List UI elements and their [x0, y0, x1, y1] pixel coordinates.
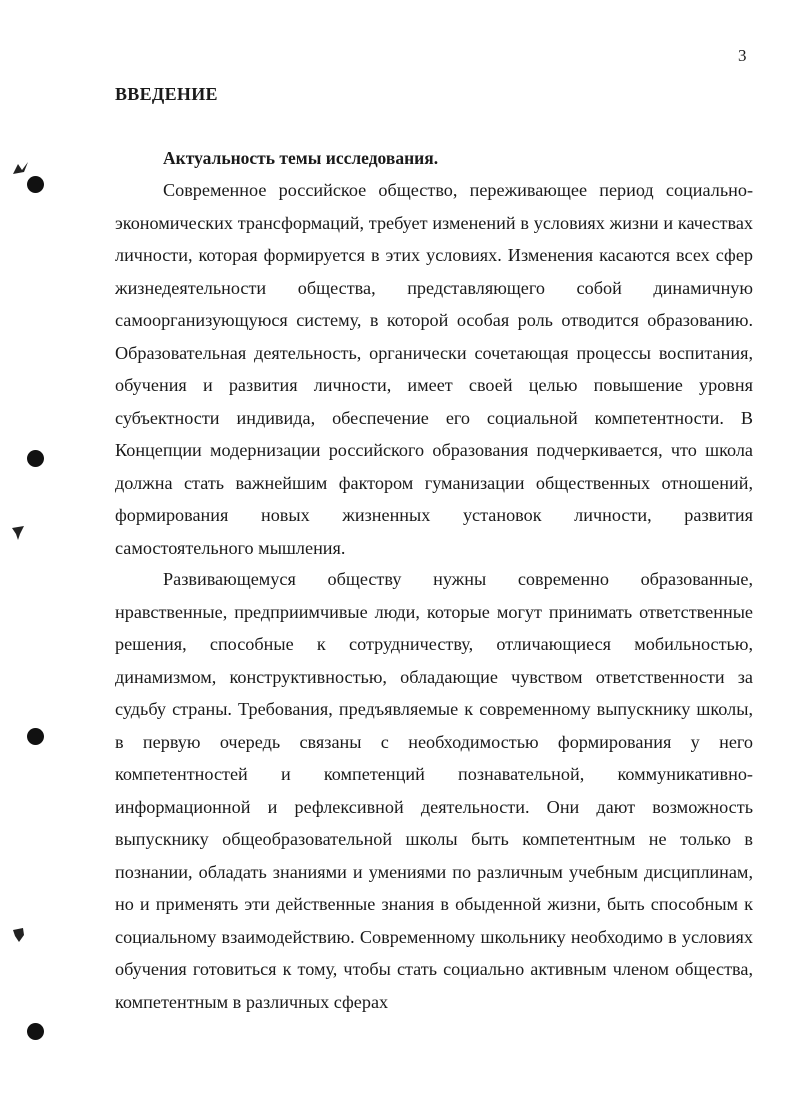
paragraph-1: Современное российское общество, переживающее период социально-экономических трансформаций, требует изменений в условиях жизни и качествах личности, которая формируется в этих условиях. Изменения касаются всех сфер жизнедеятельности общества, представляющего собой динамичную самоорганизующуюся систему, в которой особая роль отводится образованию. Образовательная деятельность, органически сочетающая процессы воспитания, обучения и развития личности, имеет своей целью повышение уровня субъектности индивида, обеспечение его социальной компетентности. В Концепции модернизации российского образования подчеркивается, что школа должна стать важнейшим фактором гуманизации общественных отношений, формирования новых жизненных установок личности, развития самостоятельного мышления.: [115, 180, 753, 558]
page-number: 3: [738, 46, 747, 65]
scan-artifact-icon: [10, 522, 28, 542]
paragraph-2: Развивающемуся обществу нужны современно образованные, нравственные, предприимчивые люди, которые могут принимать ответственные решения, способные к сотрудничеству, отличающиеся мобильностью, динамизмом, конструктивностью, обладающие чувством ответственности за судьбу страны. Требования, предъявляемые к современному выпускнику школы, в первую очередь связаны с необходимостью формирования у него компетентностей и компетенций познавательной, коммуникативно-информационной и рефлексивной деятельности. Они дают возможность выпускнику общеобразовательной школы быть компетентным не только в познании, обладать знаниями и умениями по различным учебным дисциплинам, но и применять эти действенные знания в обыденной жизни, быть способным к социальному взаимодействию. Современному школьнику необходимо в условиях обучения готовиться к тому, чтобы стать социально активным членом общества, компетентным в различных сферах: [115, 569, 753, 1012]
binding-hole-icon: [27, 450, 44, 467]
page-heading: ВВЕДЕНИЕ: [115, 84, 218, 104]
binding-hole-icon: [27, 176, 44, 193]
scan-artifact-icon: [10, 925, 28, 945]
binding-hole-icon: [27, 1023, 44, 1040]
scan-artifact-icon: [10, 158, 34, 178]
section-subheading: Актуальность темы исследования.: [163, 148, 439, 168]
binding-hole-icon: [27, 728, 44, 745]
